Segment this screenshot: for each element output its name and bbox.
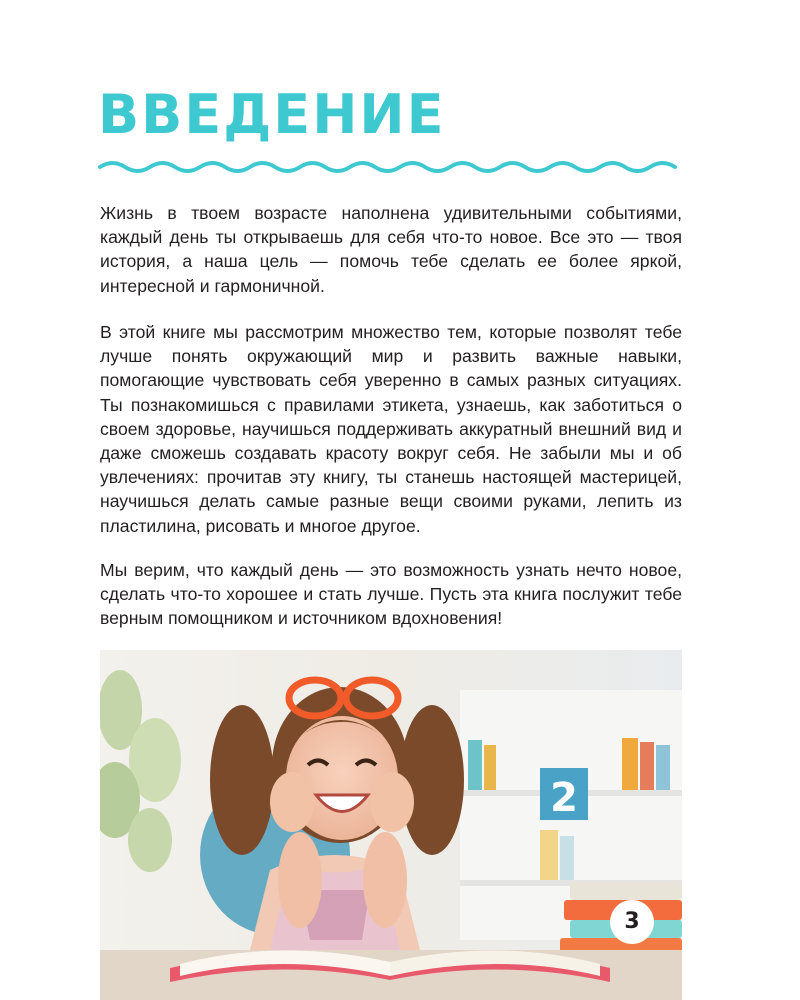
page-number-badge: 3 [610,900,654,944]
intro-paragraph-2: В этой книге мы рассмотрим множество тем, которые позволят тебе лучше понять окружающий мир и развить важные навыки, помогающие чувствовать себя уверенно в самых разных ситуациях. Ты познакомишься с правилами этикета, узнаешь, как заботиться о своем здоровье, научишься поддерживать аккуратный внешний вид и даже сможешь создавать красоту вокруг себя. Не забыли мы и об увлечениях: прочитав эту книгу, ты станешь настоящей мастерицей, научишься делать самые разные вещи своими руками, лепить из пластилина, рисовать и многое другое. [100,322,682,536]
wavy-divider [98,157,682,177]
girl-with-book-photo [100,650,682,1000]
page-title: ВВЕДЕНИЕ [98,83,446,146]
shelf-block-digit: 2 [550,775,578,821]
intro-paragraph-1: Жизнь в твоем возрасте наполнена удивительными событиями, каждый день ты открываешь для себя что-то новое. Все это — твоя история, а наша цель — помочь тебе сделать ее более яркой, интересной и гармоничной. [100,203,682,296]
intro-paragraph-3: Мы верим, что каждый день — это возможность узнать нечто новое, сделать что-то хорошее и стать лучше. Пусть эта книга послужит тебе верным помощником и источником вдохновения! [100,560,682,629]
photo-illustration [100,650,682,1000]
